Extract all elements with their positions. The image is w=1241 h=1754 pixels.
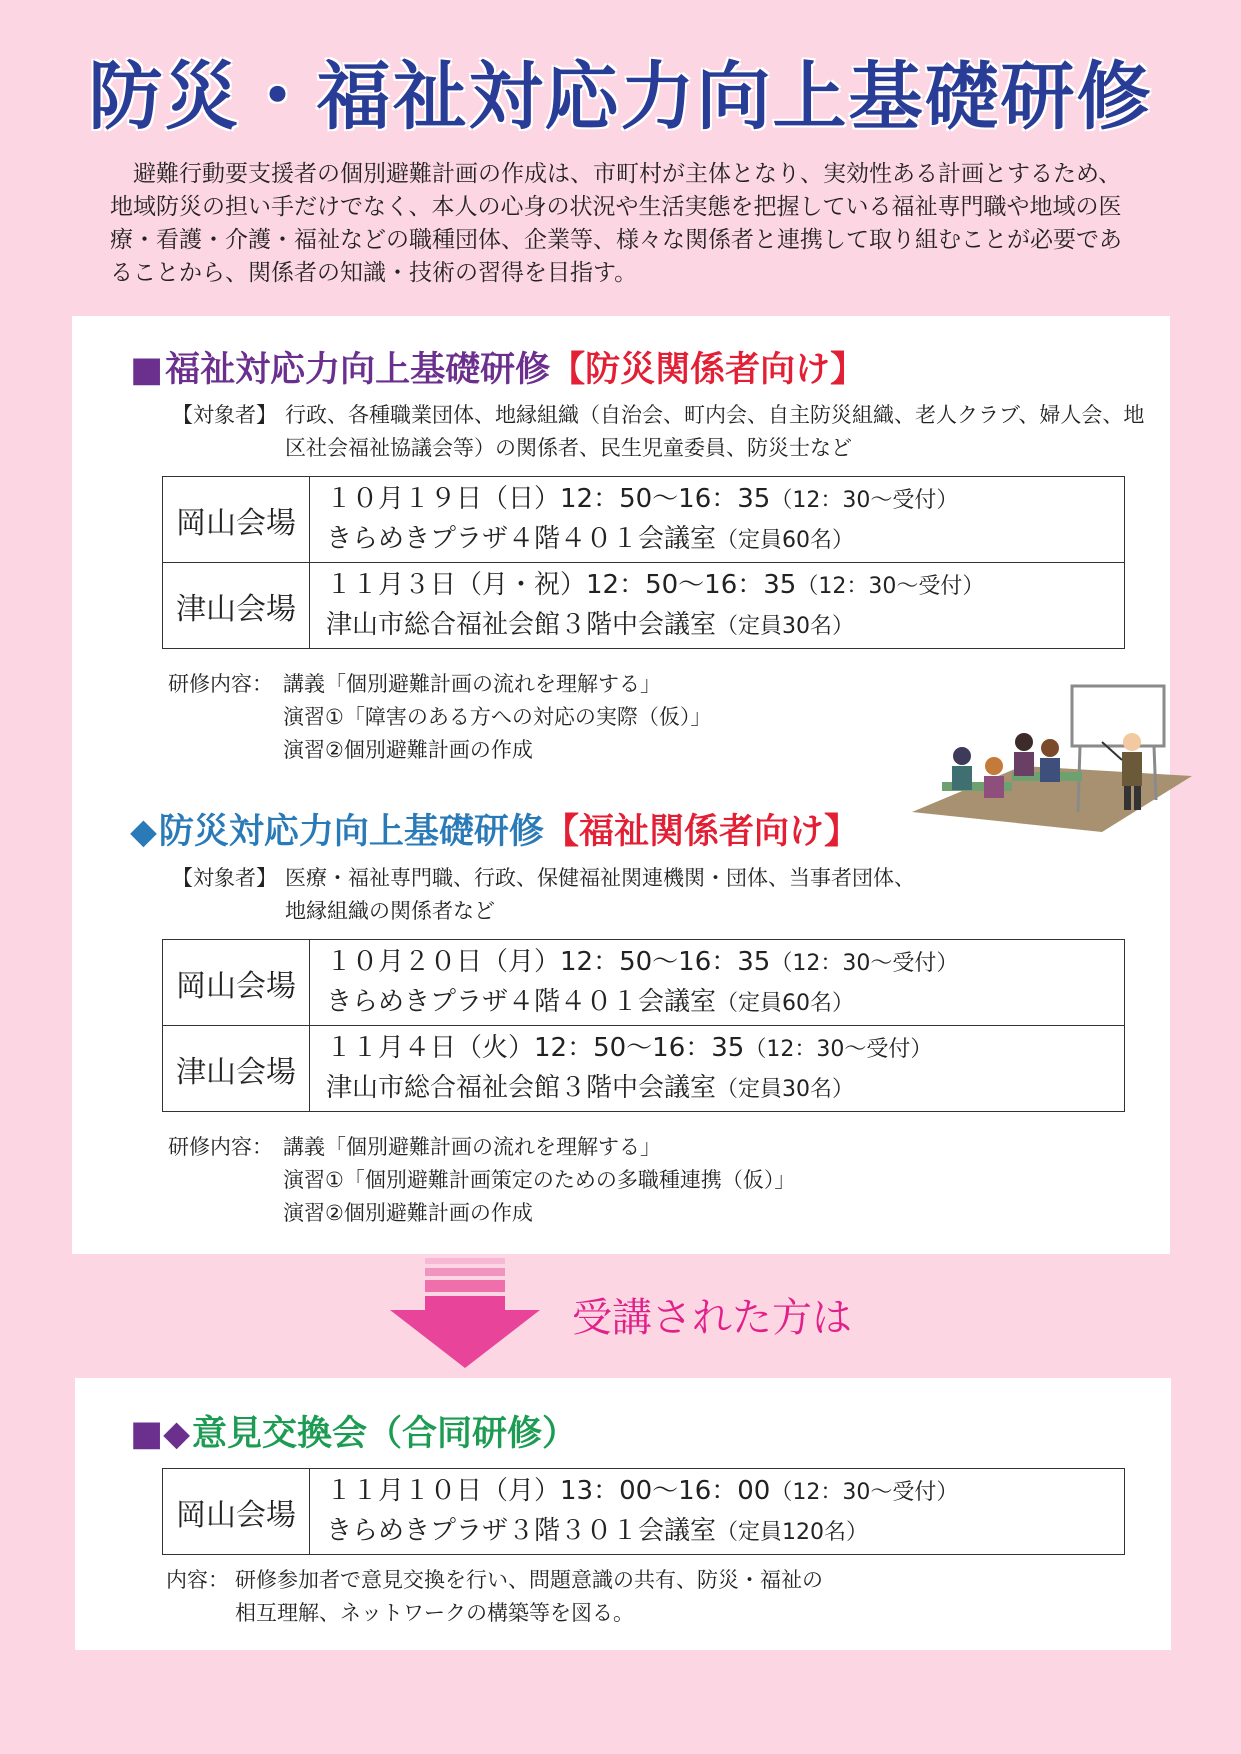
content-label: 内容： bbox=[166, 1568, 229, 1592]
target-label: 【対象者】 bbox=[172, 403, 277, 427]
section1-audience-tag: 【防災関係者向け】 bbox=[550, 350, 866, 390]
target-text: 行政、各種職業団体、地縁組織（自治会、町内会、自主防災組織、老人クラブ、婦人会、地区社会福祉協議会等）の関係者、民生児童委員、防災士など bbox=[285, 403, 1145, 460]
capacity: （定員60名） bbox=[716, 990, 855, 1016]
venue-cell: 岡山会場 bbox=[163, 1469, 310, 1555]
datetime: １１月１０日（月）13：00〜16：00 bbox=[326, 1475, 771, 1506]
down-arrow-icon bbox=[390, 1258, 540, 1370]
table-row bbox=[163, 563, 1125, 649]
content-line: 演習①「障害のある方への対応の実際（仮）」 bbox=[283, 705, 712, 729]
intro-paragraph: 避難行動要支援者の個別避難計画の作成は、市町村が主体となり、実効性ある計画とするため、地域防災の担い手だけでなく、本人の心身の状況や生活実態を把握している福祉専門職や地域の医療・看護・介護・福祉などの職種団体、企業等、様々な関係者と連携して取り組むことが必要であることから、関係者の知識・技術の習得を目指す。 bbox=[110, 161, 1122, 286]
section2-audience-tag: 【福祉関係者向け】 bbox=[543, 812, 859, 852]
table-row bbox=[163, 1469, 1125, 1555]
target-label: 【対象者】 bbox=[172, 866, 277, 890]
content-line: 演習②個別避難計画の作成 bbox=[283, 1201, 533, 1225]
section2-schedule-table bbox=[162, 939, 1125, 1112]
diamond-icon: ◆ bbox=[130, 812, 157, 852]
venue-cell: 津山会場 bbox=[163, 1026, 310, 1112]
info-cell bbox=[310, 563, 1125, 649]
capacity: （定員30名） bbox=[716, 1076, 855, 1102]
place: きらめきプラザ３階３０１会議室 bbox=[326, 1515, 717, 1546]
info-cell bbox=[310, 1469, 1125, 1555]
datetime: １０月２０日（月）12：50〜16：35 bbox=[326, 946, 771, 977]
table-row bbox=[163, 477, 1125, 563]
section1-heading bbox=[130, 342, 865, 392]
square-diamond-icon: ■◆ bbox=[130, 1414, 190, 1454]
section3-schedule-table bbox=[162, 1468, 1125, 1555]
table-row bbox=[163, 1026, 1125, 1112]
content-line: 研修参加者で意見交換を行い、問題意識の共有、防災・福祉の bbox=[235, 1568, 823, 1592]
place: 津山市総合福祉会館３階中会議室 bbox=[326, 1072, 717, 1103]
content-line: 講義「個別避難計画の流れを理解する」 bbox=[283, 1135, 661, 1159]
place: 津山市総合福祉会館３階中会議室 bbox=[326, 609, 717, 640]
square-icon: ■ bbox=[130, 350, 164, 390]
venue-cell: 津山会場 bbox=[163, 563, 310, 649]
section3-content bbox=[166, 1564, 966, 1634]
section2-content bbox=[168, 1131, 968, 1231]
place: きらめきプラザ４階４０１会議室 bbox=[326, 986, 717, 1017]
section3-title: 意見交換会（合同研修） bbox=[192, 1414, 578, 1454]
content-label: 研修内容： bbox=[168, 672, 273, 696]
venue-cell: 岡山会場 bbox=[163, 477, 310, 563]
exchange-panel bbox=[75, 1378, 1171, 1650]
reception-time: （12：30〜受付） bbox=[770, 1479, 959, 1505]
content-line: 演習②個別避難計画の作成 bbox=[283, 738, 533, 762]
datetime: １１月３日（月・祝）12：50〜16：35 bbox=[326, 569, 797, 600]
training-panel bbox=[72, 316, 1170, 1254]
page-title: 防災・福祉対応力向上基礎研修 bbox=[88, 54, 1153, 140]
section1-schedule-table bbox=[162, 476, 1125, 649]
section2-title: 防災対応力向上基礎研修 bbox=[158, 812, 544, 852]
classroom-lecture-illustration bbox=[902, 682, 1192, 836]
reception-time: （12：30〜受付） bbox=[770, 487, 959, 513]
content-label: 研修内容： bbox=[168, 1135, 273, 1159]
capacity: （定員30名） bbox=[716, 613, 855, 639]
reception-time: （12：30〜受付） bbox=[770, 950, 959, 976]
info-cell bbox=[310, 1026, 1125, 1112]
reception-time: （12：30〜受付） bbox=[744, 1036, 933, 1062]
section3-heading bbox=[130, 1406, 577, 1456]
content-line: 相互理解、ネットワークの構築等を図る。 bbox=[235, 1601, 634, 1625]
info-cell bbox=[310, 940, 1125, 1026]
place: きらめきプラザ４階４０１会議室 bbox=[326, 523, 717, 554]
section2-heading bbox=[130, 804, 859, 854]
datetime: １１月４日（火）12：50〜16：35 bbox=[326, 1032, 745, 1063]
section1-target bbox=[172, 399, 1162, 465]
datetime: １０月１９日（日）12：50〜16：35 bbox=[326, 483, 771, 514]
after-attendance-text: 受講された方は bbox=[572, 1295, 852, 1341]
capacity: （定員60名） bbox=[716, 527, 855, 553]
section2-target bbox=[172, 862, 932, 928]
info-cell bbox=[310, 477, 1125, 563]
content-line: 講義「個別避難計画の流れを理解する」 bbox=[283, 672, 661, 696]
target-text: 医療・福祉専門職、行政、保健福祉関連機関・団体、当事者団体、地縁組織の関係者など bbox=[285, 866, 915, 923]
venue-cell: 岡山会場 bbox=[163, 940, 310, 1026]
section1-title: 福祉対応力向上基礎研修 bbox=[165, 350, 551, 390]
content-line: 演習①「個別避難計画策定のための多職種連携（仮）」 bbox=[283, 1168, 796, 1192]
table-row bbox=[163, 940, 1125, 1026]
capacity: （定員120名） bbox=[716, 1519, 869, 1545]
section1-content bbox=[168, 668, 868, 768]
reception-time: （12：30〜受付） bbox=[796, 573, 985, 599]
